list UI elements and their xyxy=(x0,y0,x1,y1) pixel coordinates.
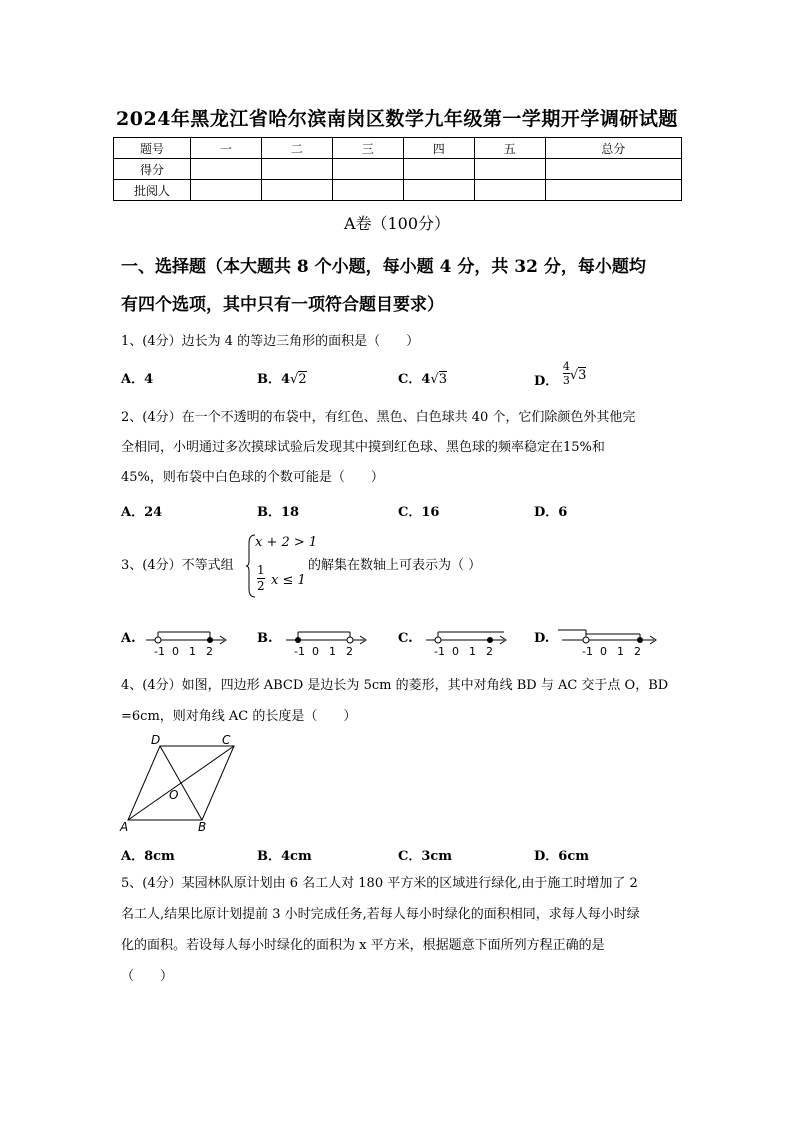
option-d: D． $\frac{4}{3}$ √3 xyxy=(534,360,587,389)
inequality-1: x + 2 > 1 xyxy=(255,535,318,550)
question-2-options xyxy=(121,501,681,523)
question-3-prefix: 3、(4分）不等式组 xyxy=(121,558,234,573)
number-line-a xyxy=(140,624,230,658)
open-point xyxy=(155,637,161,643)
tick-label: 1 xyxy=(617,645,624,658)
score-table xyxy=(113,137,682,201)
option-a: A. xyxy=(121,631,136,646)
tick-label: -1 xyxy=(154,645,165,658)
tick-label: -1 xyxy=(582,645,593,658)
table-cell: 一 xyxy=(191,138,262,159)
radicand: 3 xyxy=(578,368,587,383)
radicand: 3 xyxy=(438,372,447,387)
option-c: C．3cm xyxy=(398,849,453,864)
question-1-options xyxy=(121,360,681,390)
question-2-line3: 45%，则布袋中白色球的个数可能是（ ） xyxy=(121,470,384,485)
denominator: 3 xyxy=(562,374,570,387)
tick-label: 2 xyxy=(634,645,641,658)
table-cell xyxy=(403,159,474,180)
tick-label: 2 xyxy=(346,645,353,658)
table-cell xyxy=(261,180,332,201)
tick-label: -1 xyxy=(294,645,305,658)
open-point xyxy=(347,637,353,643)
tick-label: 1 xyxy=(469,645,476,658)
question-4-options xyxy=(121,845,681,867)
closed-point xyxy=(295,637,301,643)
closed-point xyxy=(637,637,643,643)
question-3-suffix: 的解集在数轴上可表示为（ ） xyxy=(308,558,482,573)
tick-label: 2 xyxy=(206,645,213,658)
table-cell: 得分 xyxy=(114,159,191,180)
vertex-label-a: A xyxy=(120,820,129,834)
numerator: 1 xyxy=(257,563,265,577)
tick-label: 1 xyxy=(189,645,196,658)
option-d: D. xyxy=(534,631,550,646)
tick-label: 0 xyxy=(312,645,319,658)
table-row xyxy=(114,180,682,201)
tick-label: 0 xyxy=(172,645,179,658)
closed-point xyxy=(207,637,213,643)
question-4-line1: 4、(4分）如图，四边形 ABCD 是边长为 5cm 的菱形，其中对角线 BD 与 AC 交于点 O，BD xyxy=(121,678,669,693)
option-c: C. xyxy=(398,631,413,646)
tick-label: -1 xyxy=(434,645,445,658)
question-5-line3: 化的面积。若设每人每小时绿化的面积为 x 平方米，根据题意下面所列方程正确的是 xyxy=(121,938,605,953)
option-d: D．6 xyxy=(534,505,568,520)
closed-point xyxy=(487,637,493,643)
table-cell xyxy=(191,180,262,201)
table-cell xyxy=(191,159,262,180)
tick-label: 2 xyxy=(486,645,493,658)
open-point xyxy=(583,637,589,643)
question-5-line2: 名工人,结果比原计划提前 3 小时完成任务,若每人每小时绿化的面积相同，求每人每小时绿 xyxy=(121,907,640,922)
fraction xyxy=(257,563,265,594)
question-1-stem: 1、(4分）边长为 4 的等边三角形的面积是（ ） xyxy=(121,334,420,349)
section-heading: A卷（100分） xyxy=(343,214,451,233)
table-cell xyxy=(545,159,681,180)
tick-label: 0 xyxy=(600,645,607,658)
table-row xyxy=(114,159,682,180)
option-a: A．24 xyxy=(121,505,163,520)
question-4-line2: =6cm，则对角线 AC 的长度是（ ） xyxy=(121,709,357,724)
option-d: D．6cm xyxy=(534,849,589,864)
number-line-c xyxy=(420,624,510,658)
table-cell xyxy=(545,180,681,201)
question-2-line1: 2、(4分）在一个不透明的布袋中，有红色、黑色、白色球共 40 个，它们除颜色外其他完 xyxy=(121,410,636,425)
table-cell xyxy=(261,159,332,180)
option-c: C．16 xyxy=(398,505,440,520)
vertex-label-b: B xyxy=(198,820,207,834)
numerator: 4 xyxy=(562,360,570,373)
option-b: B．4√2 xyxy=(257,372,307,387)
open-point xyxy=(435,637,441,643)
table-cell xyxy=(474,180,545,201)
page-title: 2024年黑龙江省哈尔滨南岗区数学九年级第一学期开学调研试题 xyxy=(116,108,678,130)
option-label: B．4 xyxy=(257,372,291,387)
fraction xyxy=(563,360,570,387)
option-c: C．4√3 xyxy=(398,372,447,387)
question-2-line2: 全相同，小明通过多次摸球试验后发现其中摸到红色球、黑色球的频率稳定在15%和 xyxy=(121,440,605,455)
denominator: 2 xyxy=(257,579,265,593)
rhombus-figure xyxy=(118,732,248,836)
option-a: A．8cm xyxy=(121,849,175,864)
number-line-b xyxy=(280,624,370,658)
table-cell xyxy=(403,180,474,201)
score-table-header xyxy=(114,138,682,159)
inequality-2: x ≤ 1 xyxy=(271,573,306,588)
option-b: B. xyxy=(257,631,273,646)
option-b: B．4cm xyxy=(257,849,312,864)
table-cell: 总分 xyxy=(545,138,681,159)
question-5-line1: 5、(4分）某园林队原计划由 6 名工人对 180 平方米的区域进行绿化,由于施工时增加了 2 xyxy=(121,876,638,891)
radicand: 2 xyxy=(298,372,307,387)
tick-label: 0 xyxy=(452,645,459,658)
table-cell: 四 xyxy=(403,138,474,159)
part-heading-line2: 有四个选项，其中只有一项符合题目要求） xyxy=(121,295,444,315)
option-a: A．4 xyxy=(121,372,154,387)
option-label: D． xyxy=(534,374,559,389)
table-cell xyxy=(474,159,545,180)
option-label: C．4 xyxy=(398,372,431,387)
part-heading-line1: 一、选择题（本大题共 8 个小题，每小题 4 分，共 32 分，每小题均 xyxy=(121,257,646,277)
table-cell: 批阅人 xyxy=(114,180,191,201)
table-cell xyxy=(332,159,403,180)
inequality-system xyxy=(245,533,318,599)
table-cell: 二 xyxy=(261,138,332,159)
table-cell: 三 xyxy=(332,138,403,159)
center-label-o: O xyxy=(169,788,179,802)
table-cell: 题号 xyxy=(114,138,191,159)
table-cell: 五 xyxy=(474,138,545,159)
vertex-label-c: C xyxy=(222,733,231,747)
tick-label: 1 xyxy=(329,645,336,658)
vertex-label-d: D xyxy=(151,733,161,747)
question-5-line4: （ ） xyxy=(121,969,174,984)
table-cell xyxy=(332,180,403,201)
number-line-d xyxy=(556,624,660,658)
option-b: B．18 xyxy=(257,505,300,520)
diagonal-bd xyxy=(160,746,202,820)
